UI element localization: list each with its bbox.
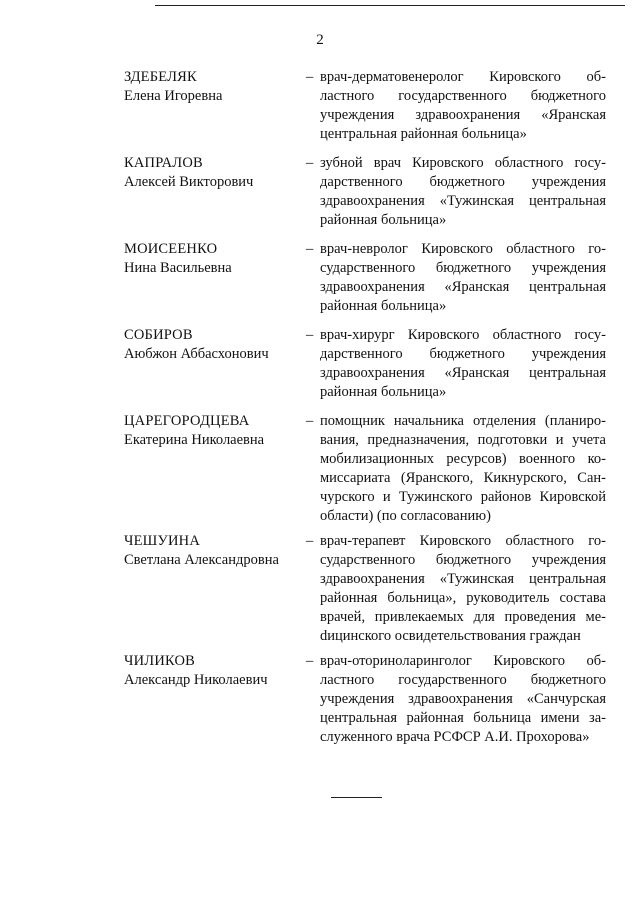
member-position: врач-хирург Кировского областного государственного бюджетного учреждения здравоохранения «Яранская центральная районная больница» [320,327,606,400]
member-position: помощник начальника отделения (планирования, предназначения, подготовки и учета мобилизационных ресурсов) военного комиссариата (Яранского, Кикнурского, Санчурского и Тужинского районов Кировской области) (по согласованию) [320,413,606,524]
dash-separator: – [306,69,314,85]
member-name [124,532,304,570]
dash-separator: – [306,653,314,669]
dash-separator: – [306,241,314,257]
member-surname: ЗДЕБЕЛЯК [124,69,197,85]
dash-separator: – [306,533,314,549]
top-rule [155,5,625,6]
member-surname: СОБИРОВ [124,327,193,343]
member-surname: КАПРАЛОВ [124,155,203,171]
member-surname: МОИСЕЕНКО [124,241,218,257]
member-name [124,240,304,278]
member-given-name: Екатерина Николаевна [124,432,265,448]
member-surname: ЧЕШУИНА [124,533,200,549]
dash-separator: – [306,413,314,429]
member-name [124,652,304,690]
member-position: врач-дерматовенеролог Кировского областного государственного бюджетного учреждения здравоохранения «Яранская центральная районная больница» [320,69,606,142]
member-position: врач-оториноларинголог Кировского областного государственного бюджетного учреждения здравоохранения «Санчурская центральная районная больница имени заслуженного врача РСФСР А.И. Прохорова» [320,653,606,745]
member-given-name: Светлана Александровна [124,552,279,568]
page-number: 2 [316,32,324,48]
dash-separator: – [306,327,314,343]
closing-rule [331,797,382,798]
member-name [124,326,304,364]
member-given-name: Алексей Викторович [124,174,254,190]
member-name [124,68,304,106]
member-position: врач-терапевт Кировского областного государственного бюджетного учреждения здравоохранения «Тужинская центральная районная больница», руководитель состава врачей, привлекаемых для проведения меdицинского освидетельствования граждан [320,533,606,644]
member-given-name: Нина Васильевна [124,260,232,276]
member-given-name: Александр Николаевич [124,672,268,688]
dash-separator: – [306,155,314,171]
member-given-name: Аюбжон Аббасхонович [124,346,269,362]
member-position: врач-невролог Кировского областного государственного бюджетного учреждения здравоохранения «Яранская центральная районная больница» [320,241,606,314]
member-surname: ЧИЛИКОВ [124,653,196,669]
member-given-name: Елена Игоревна [124,88,223,104]
member-name [124,154,304,192]
member-position: зубной врач Кировского областного государственного бюджетного учреждения здравоохранения «Тужинская центральная районная больница» [320,155,606,228]
member-name [124,412,304,450]
member-surname: ЦАРЕГОРОДЦЕВА [124,413,250,429]
